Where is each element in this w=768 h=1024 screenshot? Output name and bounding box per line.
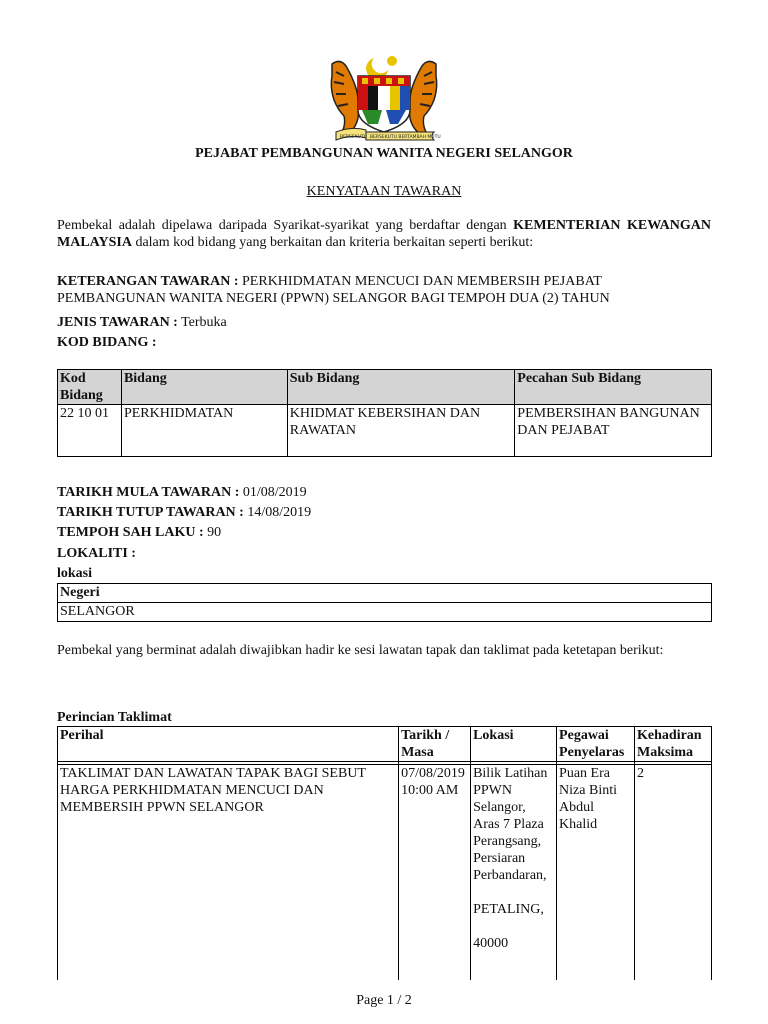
column-header: Negeri [58,584,712,603]
column-header: Perihal [58,727,399,762]
table-cell: PERKHIDMATAN [121,405,287,457]
lokasi-label: lokasi [57,566,93,581]
page-number: Page 1 / 2 [356,993,412,1008]
table-cell: 22 10 01 [58,405,122,457]
lokasi-table [57,583,712,622]
jenis-tawaran: JENIS TAWARAN : Terbuka [57,315,227,330]
table-row [58,405,712,457]
column-header: Sub Bidang [287,370,515,405]
table-row [58,765,712,981]
table-cell: SELANGOR [58,603,712,622]
column-header: Pegawai Penyelaras [557,727,635,762]
table-header-row [58,370,712,405]
tarikh-mula: TARIKH MULA TAWARAN : 01/08/2019 [57,485,307,500]
column-header: Kehadiran Maksima [635,727,712,762]
coat-of-arms-logo [322,52,446,148]
column-header: Pecahan Sub Bidang [515,370,712,405]
keterangan-tawaran: KETERANGAN TAWARAN : PERKHIDMATAN MENCUCI DAN MEMBERSIH PEJABAT PEMBANGUNAN WANITA NEGERI (PPWN) SELANGOR BAGI TEMPOH DUA (2) TAHUN [57,274,610,306]
pegawai-cell: Puan Era Niza Binti Abdul Khalid [557,765,635,981]
table-cell: PEMBERSIHAN BANGUNAN DAN PEJABAT [515,405,712,457]
column-header: Tarikh / Masa [399,727,471,762]
perihal-cell: TAKLIMAT DAN LAWATAN TAPAK BAGI SEBUT HARGA PERKHIDMATAN MENCUCI DAN MEMBERSIH PPWN SELANGOR [58,765,399,981]
table-header-row [58,584,712,603]
notice-paragraph: Pembekal yang berminat adalah diwajibkan hadir ke sesi lawatan tapak dan taklimat pada ketetapan berikut: [57,643,664,658]
kod-bidang-label: KOD BIDANG : [57,335,157,350]
column-header: Lokasi [471,727,557,762]
document-title: KENYATAAN TAWARAN [306,184,462,199]
kod-bidang-table [57,369,712,457]
column-header: Kod Bidang [58,370,122,405]
tarikh-tutup: TARIKH TUTUP TAWARAN : 14/08/2019 [57,505,312,520]
lokasi-cell: Bilik Latihan PPWN Selangor, Aras 7 Plaza Perangsang, Persiaran Perbandaran, PETALING, 40000 [471,765,557,981]
tempoh-sah-laku: TEMPOH SAH LAKU : 90 [57,525,222,540]
intro-paragraph: Pembekal adalah dipelawa daripada Syarikat-syarikat yang berdaftar dengan KEMENTERIAN KEWANGAN MALAYSIA dalam kod bidang yang berkaitan dan kriteria berkaitan seperti berikut: [57,218,711,250]
tarikh-masa-cell: 07/08/2019 10:00 AM [399,765,471,981]
ministry-name: KEMENTERIAN KEWANGAN MALAYSIA [57,218,711,250]
column-header: Bidang [121,370,287,405]
table-header-row [58,727,712,762]
agency-name: PEJABAT PEMBANGUNAN WANITA NEGERI SELANGOR [195,146,573,161]
table-cell: KHIDMAT KEBERSIHAN DAN RAWATAN [287,405,515,457]
table-row [58,603,712,622]
crest-banner-right: BERSEKUTU BERTAMBAH MUTU [370,135,441,140]
lokaliti-label: LOKALITI : [57,546,136,561]
crest-banner-left: BERSEKUTU [340,135,367,140]
kehadiran-cell: 2 [635,765,712,981]
perincian-taklimat-label: Perincian Taklimat [57,710,172,725]
taklimat-table [57,726,712,980]
